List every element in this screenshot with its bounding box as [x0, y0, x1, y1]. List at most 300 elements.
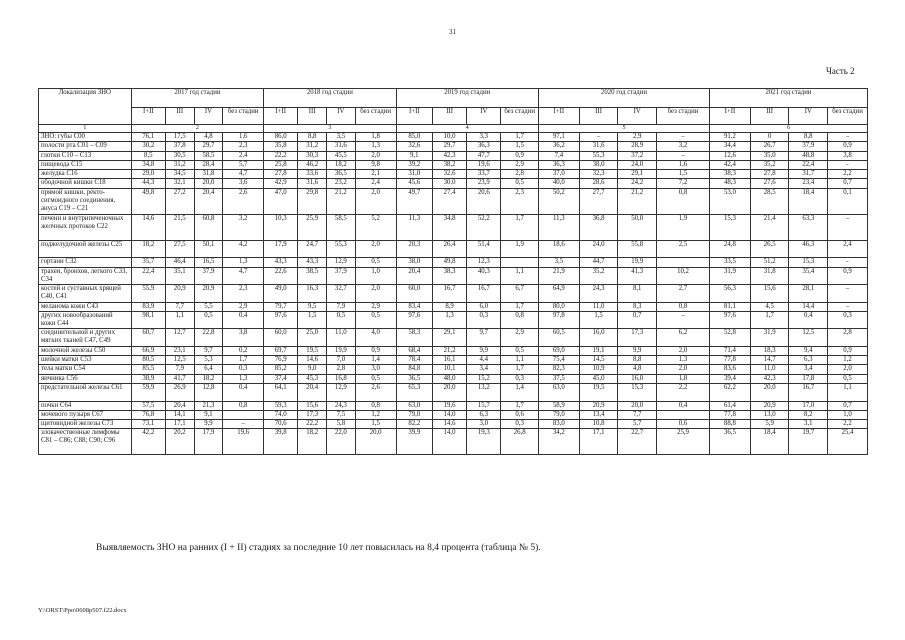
value-cell: 1,9: [501, 240, 539, 258]
value-cell: 83,6: [710, 365, 751, 374]
value-cell: 26,8: [501, 429, 539, 455]
value-cell: 12,9: [327, 258, 356, 267]
value-cell: 76,9: [264, 356, 298, 365]
value-cell: 24,0: [618, 160, 657, 169]
value-cell: -: [828, 160, 868, 169]
value-cell: 1,0: [828, 410, 868, 419]
table-row: [39, 267, 868, 285]
value-cell: 37,2: [618, 151, 657, 160]
value-cell: 29,7: [432, 142, 466, 151]
value-cell: 20,9: [165, 285, 194, 303]
value-cell: 41,3: [618, 267, 657, 285]
value-cell: 18,4: [789, 188, 828, 214]
value-cell: 0,5: [355, 258, 396, 267]
value-cell: 1,7: [223, 356, 264, 365]
value-cell: 16,0: [618, 374, 657, 383]
table-row: [39, 258, 868, 267]
value-cell: 1,7: [501, 365, 539, 374]
value-cell: 3,5: [538, 258, 579, 267]
value-cell: 39,2: [396, 160, 432, 169]
value-cell: 5,9: [750, 420, 789, 429]
value-cell: 12,3: [467, 258, 501, 267]
value-cell: 16,3: [298, 285, 327, 303]
value-cell: 39,9: [396, 429, 432, 455]
value-cell: 76,1: [131, 133, 165, 142]
value-cell: 1,4: [501, 384, 539, 402]
value-cell: 1,5: [501, 142, 539, 151]
value-cell: 0,3: [501, 420, 539, 429]
value-cell: 17,1: [165, 420, 194, 429]
header-stage-2: III: [579, 108, 618, 125]
value-cell: 17,3: [298, 410, 327, 419]
value-cell: 83,4: [396, 302, 432, 311]
value-cell: 14,6: [298, 356, 327, 365]
value-cell: 1,3: [432, 311, 466, 329]
value-cell: 11,0: [579, 302, 618, 311]
value-cell: 35,2: [750, 160, 789, 169]
value-cell: 22,2: [298, 420, 327, 429]
value-cell: 46,3: [789, 240, 828, 258]
value-cell: 2,9: [223, 302, 264, 311]
value-cell: 3,3: [467, 133, 501, 142]
value-cell: 0,5: [327, 311, 356, 329]
header-stage-2: III: [750, 108, 789, 125]
header-year-2021: 2021 год стадии: [710, 89, 868, 108]
value-cell: 24,3: [579, 285, 618, 303]
value-cell: 2,2: [828, 420, 868, 429]
value-cell: –: [657, 133, 710, 142]
value-cell: 20,0: [432, 384, 466, 402]
value-cell: 35,8: [264, 142, 298, 151]
value-cell: –: [579, 133, 618, 142]
value-cell: 44,7: [579, 258, 618, 267]
value-cell: 1,1: [165, 311, 194, 329]
value-cell: -: [828, 258, 868, 267]
value-cell: 24,8: [710, 240, 751, 258]
value-cell: 49,8: [432, 258, 466, 267]
value-cell: 1,7: [501, 401, 539, 410]
value-cell: 35,2: [579, 267, 618, 285]
row-localization: почки С64: [39, 401, 132, 410]
row-localization: соединительной и других мягких тканей С47, С49: [39, 329, 132, 347]
value-cell: 35,7: [131, 258, 165, 267]
value-cell: 14,0: [432, 429, 466, 455]
value-cell: 31,6: [327, 142, 356, 151]
value-cell: 38,2: [432, 160, 466, 169]
header-stage-1: I+II: [396, 108, 432, 125]
value-cell: 0,9: [355, 346, 396, 355]
value-cell: 0,9: [828, 346, 868, 355]
value-cell: 20,2: [165, 429, 194, 455]
value-cell: 36,2: [538, 142, 579, 151]
value-cell: 1,2: [828, 356, 868, 365]
value-cell: 97,1: [538, 133, 579, 142]
value-cell: 8,8: [618, 356, 657, 365]
value-cell: 18,4: [750, 429, 789, 455]
value-cell: 42,4: [710, 160, 751, 169]
table-row: [39, 401, 868, 410]
table-row: [39, 160, 868, 169]
table-row: [39, 329, 868, 347]
value-cell: 10,0: [432, 133, 466, 142]
value-cell: –: [828, 285, 868, 303]
value-cell: 2,0: [355, 188, 396, 214]
value-cell: 97,6: [396, 311, 432, 329]
value-cell: 26,5: [750, 240, 789, 258]
value-cell: 86,0: [264, 133, 298, 142]
value-cell: 36,5: [710, 429, 751, 455]
value-cell: 14,0: [432, 410, 466, 419]
value-cell: –: [223, 420, 264, 429]
value-cell: 8,8: [789, 133, 828, 142]
value-cell: 37,0: [538, 170, 579, 179]
value-cell: 27,8: [264, 170, 298, 179]
value-cell: 63,0: [396, 401, 432, 410]
value-cell: 29,0: [131, 170, 165, 179]
value-cell: 34,4: [710, 142, 751, 151]
value-cell: 31,9: [710, 267, 751, 285]
index-cell: 5: [538, 125, 709, 133]
value-cell: 20,0: [194, 179, 223, 188]
value-cell: 45,6: [396, 179, 432, 188]
value-cell: 4,7: [223, 170, 264, 179]
value-cell: 20,4: [396, 267, 432, 285]
value-cell: 3,4: [467, 365, 501, 374]
table-row: [39, 374, 868, 383]
value-cell: 22,2: [264, 151, 298, 160]
table-row: [39, 285, 868, 303]
value-cell: 3,8: [828, 151, 868, 160]
value-cell: [657, 410, 710, 419]
value-cell: 12,5: [789, 329, 828, 347]
value-cell: 31,7: [789, 170, 828, 179]
value-cell: 19,9: [618, 258, 657, 267]
value-cell: 49,8: [131, 188, 165, 214]
value-cell: 13,4: [579, 410, 618, 419]
value-cell: 0,5: [194, 311, 223, 329]
row-localization: тела матки С54: [39, 365, 132, 374]
value-cell: 0,3: [223, 365, 264, 374]
row-localization: желудка С16: [39, 170, 132, 179]
value-cell: 23,2: [327, 179, 356, 188]
value-cell: 14,4: [789, 302, 828, 311]
value-cell: 9,8: [355, 160, 396, 169]
value-cell: 23,9: [467, 179, 501, 188]
value-cell: 60,7: [131, 329, 165, 347]
value-cell: 0,4: [223, 384, 264, 402]
value-cell: 36,3: [467, 142, 501, 151]
value-cell: 88,8: [710, 420, 751, 429]
value-cell: 58,9: [538, 401, 579, 410]
value-cell: 0: [750, 133, 789, 142]
value-cell: 2,9: [501, 160, 539, 169]
value-cell: 37,9: [789, 142, 828, 151]
value-cell: 14,1: [165, 410, 194, 419]
value-cell: 1,3: [223, 258, 264, 267]
table-row: [39, 410, 868, 419]
value-cell: 3,2: [223, 214, 264, 240]
value-cell: 11,3: [396, 214, 432, 240]
value-cell: 1,7: [501, 214, 539, 240]
value-cell: 21,2: [618, 188, 657, 214]
row-localization: поджелудочной железы С25: [39, 240, 132, 258]
value-cell: 3,0: [355, 365, 396, 374]
header-stage-3: IV: [194, 108, 223, 125]
value-cell: 9,7: [467, 329, 501, 347]
value-cell: 55,3: [579, 151, 618, 160]
value-cell: 38,0: [396, 258, 432, 267]
value-cell: 51,2: [750, 258, 789, 267]
value-cell: 18,2: [327, 160, 356, 169]
value-cell: 24,7: [298, 240, 327, 258]
value-cell: 29,8: [298, 188, 327, 214]
value-cell: 3,5: [327, 133, 356, 142]
table-row: [39, 179, 868, 188]
value-cell: 62,2: [710, 384, 751, 402]
value-cell: 6,3: [467, 410, 501, 419]
value-cell: 13,0: [750, 410, 789, 419]
value-cell: 5,7: [223, 160, 264, 169]
row-localization: ободочной кишки С18: [39, 179, 132, 188]
value-cell: 37,8: [165, 142, 194, 151]
value-cell: 3,0: [467, 420, 501, 429]
value-cell: 32,6: [432, 170, 466, 179]
value-cell: 31,8: [750, 267, 789, 285]
row-localization: яичника С56: [39, 374, 132, 383]
value-cell: 47,0: [264, 188, 298, 214]
value-cell: 7,9: [165, 365, 194, 374]
value-cell: 14,6: [432, 420, 466, 429]
value-cell: 36,5: [327, 170, 356, 179]
value-cell: 33,7: [467, 170, 501, 179]
value-cell: 1,2: [355, 410, 396, 419]
value-cell: 16,8: [327, 374, 356, 383]
value-cell: 2,8: [327, 365, 356, 374]
value-cell: 23,1: [165, 346, 194, 355]
value-cell: 22,0: [327, 429, 356, 455]
header-stage-3: IV: [789, 108, 828, 125]
value-cell: 56,3: [710, 285, 751, 303]
value-cell: 68,4: [396, 346, 432, 355]
value-cell: 2,3: [223, 142, 264, 151]
value-cell: 0,9: [828, 142, 868, 151]
value-cell: 1,0: [355, 267, 396, 285]
value-cell: 91,2: [710, 133, 751, 142]
value-cell: 6,7: [501, 285, 539, 303]
value-cell: 29,1: [618, 170, 657, 179]
value-cell: 53,0: [710, 188, 751, 214]
value-cell: 12,7: [165, 329, 194, 347]
table-row: [39, 170, 868, 179]
value-cell: 26,7: [750, 142, 789, 151]
value-cell: 0,8: [355, 401, 396, 410]
value-cell: 18,2: [298, 429, 327, 455]
value-cell: 20,4: [298, 384, 327, 402]
value-cell: 71,4: [710, 346, 751, 355]
value-cell: 5,2: [355, 214, 396, 240]
value-cell: 1,3: [657, 356, 710, 365]
value-cell: 78,4: [396, 356, 432, 365]
value-cell: 11,0: [327, 329, 356, 347]
table-row: [39, 429, 868, 455]
value-cell: 2,0: [657, 365, 710, 374]
value-cell: 21,2: [432, 346, 466, 355]
value-cell: 63,0: [538, 384, 579, 402]
value-cell: 20,9: [579, 401, 618, 410]
value-cell: 12,9: [327, 384, 356, 402]
value-cell: 0,8: [223, 401, 264, 410]
value-cell: 32,1: [165, 179, 194, 188]
value-cell: 2,0: [355, 151, 396, 160]
value-cell: 1,5: [298, 311, 327, 329]
value-cell: 26,4: [432, 240, 466, 258]
value-cell: 21,3: [194, 401, 223, 410]
index-cell: 6: [710, 125, 868, 133]
value-cell: 13,2: [467, 384, 501, 402]
table-row: [39, 188, 868, 214]
value-cell: 19,6: [432, 401, 466, 410]
value-cell: 7,5: [327, 410, 356, 419]
value-cell: 1,5: [657, 170, 710, 179]
value-cell: 4,5: [750, 302, 789, 311]
value-cell: 65,3: [396, 384, 432, 402]
value-cell: 20,0: [355, 429, 396, 455]
table-row: [39, 214, 868, 240]
value-cell: 17,5: [165, 133, 194, 142]
value-cell: 16,7: [789, 384, 828, 402]
value-cell: 66,9: [131, 346, 165, 355]
value-cell: 22,8: [194, 329, 223, 347]
value-cell: 50,0: [618, 214, 657, 240]
value-cell: 34,5: [165, 170, 194, 179]
row-localization: злокачественные лимфомы С81 – С86; С88; С90; С96: [39, 429, 132, 455]
value-cell: [223, 410, 264, 419]
row-localization: гортани С32: [39, 258, 132, 267]
value-cell: 42,2: [131, 429, 165, 455]
value-cell: 4,8: [618, 365, 657, 374]
value-cell: 14,7: [750, 356, 789, 365]
value-cell: 0,3: [828, 311, 868, 329]
value-cell: 16,7: [432, 285, 466, 303]
value-cell: 19,9: [327, 346, 356, 355]
row-localization: полости рта С01 – С09: [39, 142, 132, 151]
value-cell: 55,9: [131, 285, 165, 303]
value-cell: 22,4: [789, 160, 828, 169]
value-cell: 49,7: [396, 188, 432, 214]
value-cell: 28,6: [579, 179, 618, 188]
header-stage-2: III: [165, 108, 194, 125]
value-cell: 76,8: [131, 410, 165, 419]
value-cell: 0,6: [501, 410, 539, 419]
header-stage-4: без стадии: [828, 108, 868, 125]
value-cell: 35,1: [165, 267, 194, 285]
value-cell: 1,3: [355, 142, 396, 151]
value-cell: 97,6: [264, 311, 298, 329]
value-cell: 75,4: [538, 356, 579, 365]
value-cell: 32,6: [396, 142, 432, 151]
value-cell: 97,6: [710, 311, 751, 329]
value-cell: 0,7: [828, 179, 868, 188]
value-cell: 16,0: [579, 329, 618, 347]
value-cell: 79,0: [396, 410, 432, 419]
value-cell: 5,7: [618, 420, 657, 429]
value-cell: 18,2: [131, 240, 165, 258]
value-cell: 60,8: [194, 214, 223, 240]
value-cell: 26,9: [165, 384, 194, 402]
value-cell: 9,9: [467, 346, 501, 355]
value-cell: 17,8: [789, 374, 828, 383]
value-cell: –: [828, 133, 868, 142]
value-cell: 1,6: [223, 133, 264, 142]
value-cell: 0,4: [657, 401, 710, 410]
value-cell: 25,0: [298, 329, 327, 347]
value-cell: 22,4: [131, 267, 165, 285]
value-cell: 15,7: [467, 401, 501, 410]
value-cell: 60,5: [538, 329, 579, 347]
value-cell: 52,2: [467, 214, 501, 240]
value-cell: 27,5: [165, 240, 194, 258]
value-cell: 37,5: [538, 374, 579, 383]
value-cell: 8,9: [432, 302, 466, 311]
header-stage-4: без стадии: [355, 108, 396, 125]
value-cell: 11,0: [750, 365, 789, 374]
value-cell: 31,2: [298, 142, 327, 151]
value-cell: 25,4: [828, 429, 868, 455]
value-cell: 60,0: [396, 285, 432, 303]
value-cell: 40,3: [467, 267, 501, 285]
value-cell: 39,8: [264, 429, 298, 455]
value-cell: 29,1: [432, 329, 466, 347]
value-cell: 1,9: [657, 214, 710, 240]
value-cell: 3,8: [223, 329, 264, 347]
value-cell: 0,8: [657, 302, 710, 311]
value-cell: 85,2: [264, 365, 298, 374]
value-cell: 18,2: [194, 374, 223, 383]
value-cell: 64,9: [538, 285, 579, 303]
value-cell: 0,1: [828, 188, 868, 214]
value-cell: 20,9: [750, 401, 789, 410]
value-cell: 7,9: [327, 302, 356, 311]
value-cell: 2,8: [501, 170, 539, 179]
value-cell: 22,6: [264, 267, 298, 285]
table-row: [39, 420, 868, 429]
value-cell: 1,4: [355, 356, 396, 365]
value-cell: 3,6: [223, 179, 264, 188]
value-cell: 20,3: [396, 240, 432, 258]
row-localization: шейки матки С53: [39, 356, 132, 365]
value-cell: 20,0: [750, 384, 789, 402]
part-label: Часть 2: [826, 66, 855, 76]
value-cell: 2,4: [355, 179, 396, 188]
value-cell: 36,8: [579, 214, 618, 240]
table-row: [39, 240, 868, 258]
value-cell: 20,6: [467, 188, 501, 214]
value-cell: 43,3: [298, 258, 327, 267]
value-cell: 21,4: [750, 214, 789, 240]
value-cell: 5,5: [194, 302, 223, 311]
value-cell: 9,5: [298, 302, 327, 311]
value-cell: 0,5: [355, 311, 396, 329]
row-localization: пищевода С15: [39, 160, 132, 169]
value-cell: 16,1: [432, 356, 466, 365]
value-cell: 1,8: [657, 374, 710, 383]
value-cell: 52,8: [710, 329, 751, 347]
value-cell: 51,4: [467, 240, 501, 258]
value-cell: 38,5: [298, 267, 327, 285]
value-cell: 8,3: [618, 302, 657, 311]
value-cell: 0,3: [467, 311, 501, 329]
value-cell: 12,5: [165, 356, 194, 365]
